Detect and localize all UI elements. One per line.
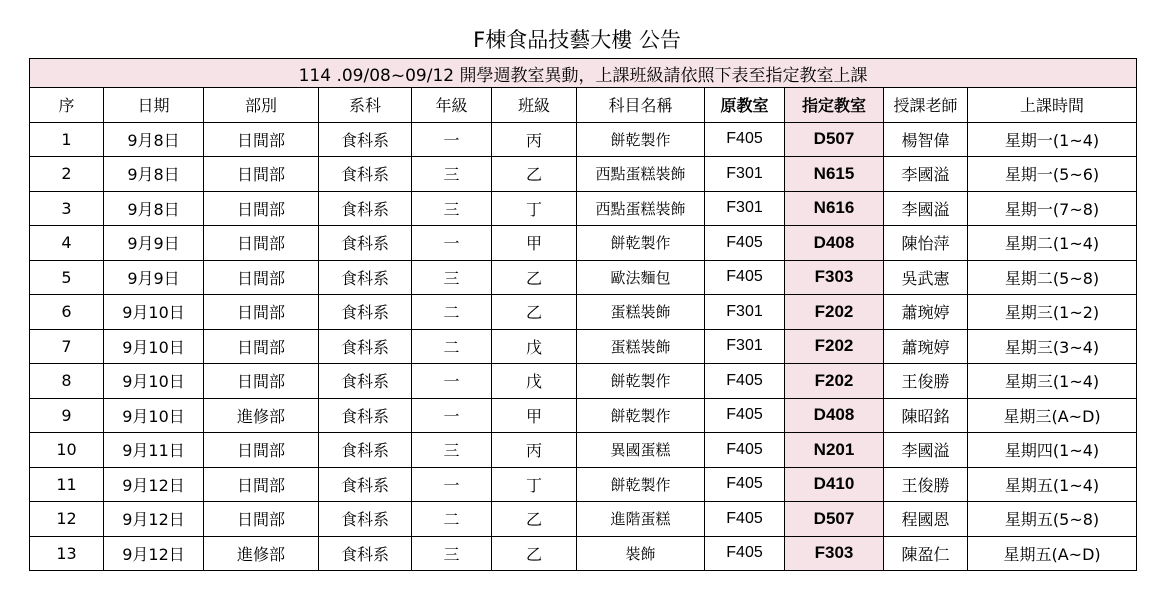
cell-assigned-room: N201 [785, 433, 884, 468]
cell-subject: 餅乾製作 [577, 122, 705, 157]
cell-grade: 一 [412, 364, 492, 399]
cell-subject: 裝飾 [577, 536, 705, 571]
cell-grade: 一 [412, 467, 492, 502]
cell-original-room: F405 [705, 260, 785, 295]
cell-date: 9月8日 [104, 157, 204, 192]
cell-class-time: 星期三(3~4) [968, 329, 1137, 364]
cell-seq: 8 [30, 364, 104, 399]
cell-assigned-room: F303 [785, 260, 884, 295]
cell-department: 食科系 [319, 122, 412, 157]
page-title: F棟食品技藝大樓 公告 [473, 28, 681, 52]
cell-seq: 6 [30, 295, 104, 330]
table-row [30, 536, 1137, 571]
cell-teacher: 蕭琬婷 [884, 295, 968, 330]
header-division: 部別 [204, 88, 319, 123]
cell-subject: 蛋糕裝飾 [577, 295, 705, 330]
cell-original-room: F405 [705, 502, 785, 537]
cell-original-room: F405 [705, 226, 785, 261]
cell-assigned-room: F202 [785, 364, 884, 399]
cell-division: 日間部 [204, 157, 319, 192]
cell-class-time: 星期五(5~8) [968, 502, 1137, 537]
cell-class-time: 星期三(1~4) [968, 364, 1137, 399]
cell-subject: 餅乾製作 [577, 398, 705, 433]
cell-date: 9月9日 [104, 260, 204, 295]
cell-class: 丁 [492, 467, 577, 502]
cell-date: 9月12日 [104, 467, 204, 502]
header-class: 班級 [492, 88, 577, 123]
cell-original-room: F405 [705, 364, 785, 399]
cell-division: 日間部 [204, 295, 319, 330]
table-row [30, 329, 1137, 364]
cell-department: 食科系 [319, 191, 412, 226]
table-row [30, 433, 1137, 468]
cell-teacher: 李國溢 [884, 191, 968, 226]
cell-assigned-room: N615 [785, 157, 884, 192]
cell-class: 乙 [492, 536, 577, 571]
cell-class: 乙 [492, 260, 577, 295]
cell-class: 戊 [492, 329, 577, 364]
cell-class-time: 星期二(5~8) [968, 260, 1137, 295]
header-original-room: 原教室 [705, 88, 785, 123]
cell-date: 9月12日 [104, 502, 204, 537]
cell-assigned-room: D410 [785, 467, 884, 502]
cell-grade: 一 [412, 398, 492, 433]
cell-seq: 7 [30, 329, 104, 364]
cell-division: 日間部 [204, 191, 319, 226]
cell-subject: 歐法麵包 [577, 260, 705, 295]
cell-original-room: F405 [705, 122, 785, 157]
table-row [30, 467, 1137, 502]
cell-class: 戊 [492, 364, 577, 399]
cell-teacher: 陳昭銘 [884, 398, 968, 433]
cell-original-room: F301 [705, 329, 785, 364]
cell-class-time: 星期一(1~4) [968, 122, 1137, 157]
cell-assigned-room: D507 [785, 122, 884, 157]
cell-class: 丙 [492, 122, 577, 157]
cell-department: 食科系 [319, 295, 412, 330]
header-row [30, 88, 1137, 123]
table-row [30, 364, 1137, 399]
cell-grade: 一 [412, 226, 492, 261]
notice-banner: 114 .09/08~09/12 開學週教室異動，上課班級請依照下表至指定教室上課 [30, 59, 1137, 88]
cell-division: 日間部 [204, 364, 319, 399]
cell-subject: 西點蛋糕裝飾 [577, 157, 705, 192]
cell-grade: 三 [412, 157, 492, 192]
cell-grade: 三 [412, 536, 492, 571]
cell-assigned-room: F202 [785, 295, 884, 330]
cell-assigned-room: D408 [785, 226, 884, 261]
cell-assigned-room: D507 [785, 502, 884, 537]
cell-class: 乙 [492, 295, 577, 330]
cell-assigned-room: N616 [785, 191, 884, 226]
cell-seq: 1 [30, 122, 104, 157]
cell-department: 食科系 [319, 536, 412, 571]
cell-class-time: 星期五(1~4) [968, 467, 1137, 502]
cell-original-room: F301 [705, 295, 785, 330]
cell-class: 丙 [492, 433, 577, 468]
cell-division: 日間部 [204, 226, 319, 261]
cell-date: 9月10日 [104, 329, 204, 364]
cell-grade: 三 [412, 433, 492, 468]
cell-class: 甲 [492, 398, 577, 433]
cell-teacher: 陳怡萍 [884, 226, 968, 261]
cell-grade: 三 [412, 260, 492, 295]
cell-subject: 西點蛋糕裝飾 [577, 191, 705, 226]
cell-subject: 餅乾製作 [577, 226, 705, 261]
cell-grade: 二 [412, 329, 492, 364]
cell-teacher: 李國溢 [884, 157, 968, 192]
header-grade: 年級 [412, 88, 492, 123]
cell-grade: 二 [412, 502, 492, 537]
cell-seq: 12 [30, 502, 104, 537]
cell-subject: 餅乾製作 [577, 364, 705, 399]
cell-date: 9月10日 [104, 295, 204, 330]
cell-subject: 進階蛋糕 [577, 502, 705, 537]
table-row [30, 398, 1137, 433]
cell-department: 食科系 [319, 398, 412, 433]
header-date: 日期 [104, 88, 204, 123]
header-teacher: 授課老師 [884, 88, 968, 123]
cell-grade: 三 [412, 191, 492, 226]
cell-division: 進修部 [204, 536, 319, 571]
cell-class: 乙 [492, 502, 577, 537]
cell-seq: 2 [30, 157, 104, 192]
cell-department: 食科系 [319, 260, 412, 295]
cell-subject: 異國蛋糕 [577, 433, 705, 468]
cell-subject: 餅乾製作 [577, 467, 705, 502]
cell-original-room: F405 [705, 536, 785, 571]
cell-seq: 11 [30, 467, 104, 502]
cell-division: 日間部 [204, 433, 319, 468]
cell-department: 食科系 [319, 433, 412, 468]
header-subject: 科目名稱 [577, 88, 705, 123]
table-row [30, 122, 1137, 157]
cell-teacher: 李國溢 [884, 433, 968, 468]
cell-seq: 13 [30, 536, 104, 571]
cell-original-room: F301 [705, 157, 785, 192]
cell-division: 進修部 [204, 398, 319, 433]
cell-teacher: 陳盈仁 [884, 536, 968, 571]
cell-class-time: 星期一(5~6) [968, 157, 1137, 192]
cell-class-time: 星期一(7~8) [968, 191, 1137, 226]
table-row [30, 191, 1137, 226]
cell-assigned-room: F303 [785, 536, 884, 571]
cell-original-room: F405 [705, 467, 785, 502]
cell-class-time: 星期二(1~4) [968, 226, 1137, 261]
table-row [30, 295, 1137, 330]
cell-department: 食科系 [319, 502, 412, 537]
cell-class-time: 星期五(A~D) [968, 536, 1137, 571]
cell-class: 乙 [492, 157, 577, 192]
cell-department: 食科系 [319, 364, 412, 399]
cell-assigned-room: D408 [785, 398, 884, 433]
cell-seq: 5 [30, 260, 104, 295]
cell-teacher: 蕭琬婷 [884, 329, 968, 364]
room-change-table [29, 58, 1137, 571]
cell-division: 日間部 [204, 122, 319, 157]
cell-date: 9月10日 [104, 398, 204, 433]
cell-class: 丁 [492, 191, 577, 226]
header-department: 系科 [319, 88, 412, 123]
cell-seq: 10 [30, 433, 104, 468]
cell-class-time: 星期三(A~D) [968, 398, 1137, 433]
cell-class-time: 星期四(1~4) [968, 433, 1137, 468]
cell-original-room: F405 [705, 433, 785, 468]
cell-teacher: 王俊勝 [884, 467, 968, 502]
cell-teacher: 楊智偉 [884, 122, 968, 157]
cell-subject: 蛋糕裝飾 [577, 329, 705, 364]
cell-date: 9月8日 [104, 122, 204, 157]
cell-grade: 二 [412, 295, 492, 330]
cell-seq: 3 [30, 191, 104, 226]
cell-date: 9月10日 [104, 364, 204, 399]
cell-department: 食科系 [319, 157, 412, 192]
cell-original-room: F301 [705, 191, 785, 226]
cell-department: 食科系 [319, 226, 412, 261]
cell-seq: 9 [30, 398, 104, 433]
header-class-time: 上課時間 [968, 88, 1137, 123]
cell-date: 9月9日 [104, 226, 204, 261]
cell-division: 日間部 [204, 502, 319, 537]
cell-teacher: 程國恩 [884, 502, 968, 537]
cell-original-room: F405 [705, 398, 785, 433]
cell-date: 9月11日 [104, 433, 204, 468]
cell-teacher: 王俊勝 [884, 364, 968, 399]
cell-assigned-room: F202 [785, 329, 884, 364]
cell-grade: 一 [412, 122, 492, 157]
cell-division: 日間部 [204, 329, 319, 364]
table-row [30, 502, 1137, 537]
table-row [30, 260, 1137, 295]
header-seq: 序 [30, 88, 104, 123]
cell-date: 9月12日 [104, 536, 204, 571]
header-assigned-room: 指定教室 [785, 88, 884, 123]
cell-division: 日間部 [204, 260, 319, 295]
cell-department: 食科系 [319, 467, 412, 502]
cell-department: 食科系 [319, 329, 412, 364]
table-row [30, 157, 1137, 192]
cell-division: 日間部 [204, 467, 319, 502]
table-row [30, 226, 1137, 261]
cell-seq: 4 [30, 226, 104, 261]
cell-class: 甲 [492, 226, 577, 261]
cell-date: 9月8日 [104, 191, 204, 226]
cell-teacher: 吳武憲 [884, 260, 968, 295]
cell-class-time: 星期三(1~2) [968, 295, 1137, 330]
